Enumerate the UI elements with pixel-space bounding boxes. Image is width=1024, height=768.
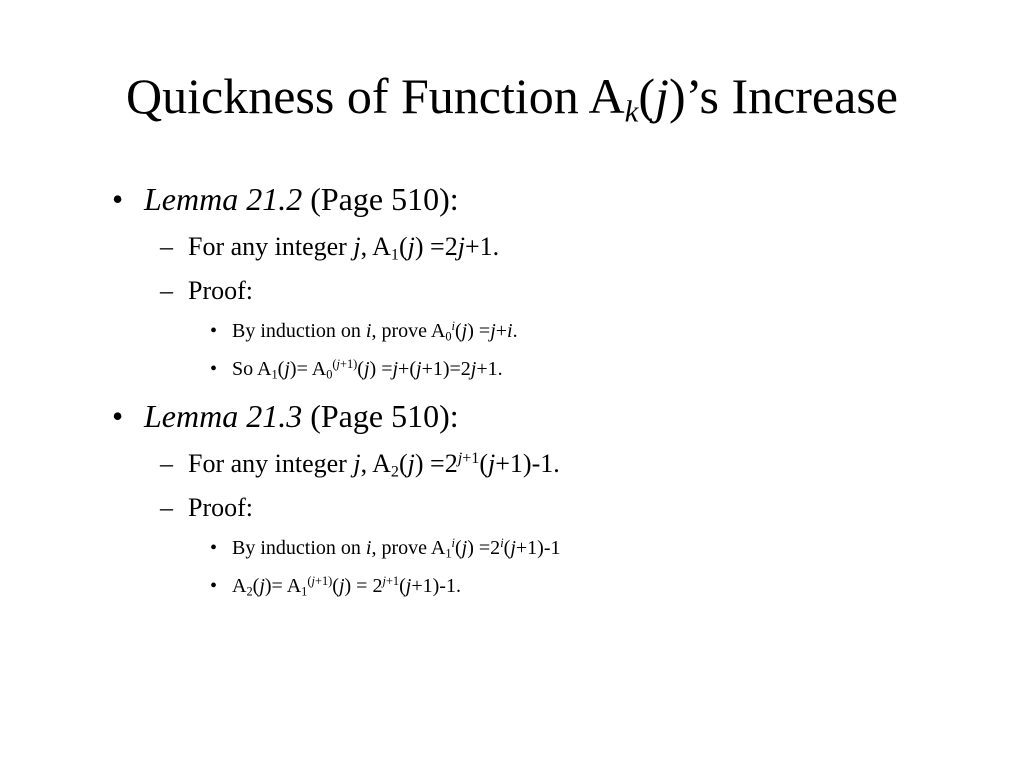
var: j [353, 449, 361, 478]
subscript: 2 [246, 584, 253, 599]
text: By induction on [232, 320, 366, 342]
text: +1. [464, 232, 500, 261]
text: , prove A [371, 537, 446, 559]
subscript: 1 [301, 584, 308, 599]
var: i [365, 537, 372, 559]
lemma-21-3-statement [160, 448, 560, 480]
text: . [512, 320, 518, 342]
text: )= A [264, 575, 302, 597]
text: ( [479, 449, 489, 478]
dash-marker: – [160, 449, 173, 478]
lemma-21-2-proof-step-1 [210, 318, 518, 344]
superscript: i [451, 536, 455, 551]
var: j [470, 358, 477, 380]
title-open-paren: ( [638, 68, 656, 124]
lemma-page: (Page 510): [302, 181, 459, 217]
lemma-name: Lemma 21.3 [144, 398, 303, 434]
text: ) = 2 [344, 575, 383, 597]
text: + [495, 320, 508, 342]
text: ( [455, 537, 462, 559]
superscript: ( [332, 357, 337, 372]
subscript: 2 [390, 463, 399, 481]
title-rest: )’s Increase [668, 68, 898, 124]
text: ( [398, 232, 408, 261]
var: i [507, 320, 513, 342]
text: , A [360, 449, 391, 478]
text: ) =2 [414, 232, 458, 261]
dash-marker: – [160, 232, 173, 261]
dash-marker: – [160, 493, 173, 522]
text: +( [398, 358, 416, 380]
superscript-var: j [457, 450, 463, 468]
lemma-name: Lemma 21.2 [144, 181, 303, 217]
bullet-lemma-21-3 [112, 397, 459, 435]
superscript: +1 [462, 450, 480, 468]
var: j [488, 449, 496, 478]
text: +1)-1. [411, 575, 461, 597]
text: So A [232, 358, 272, 380]
lemma-page: (Page 510): [302, 398, 459, 434]
superscript: +1) [314, 574, 333, 589]
bullet-marker: • [112, 181, 124, 217]
superscript: +1 [385, 574, 400, 589]
text: ( [252, 575, 260, 597]
var: j [461, 537, 468, 559]
lemma-21-3-proof-step-2 [210, 573, 461, 599]
text: ) = [467, 320, 491, 342]
title-text: Quickness of Function A [126, 68, 625, 124]
text: ) =2 [467, 537, 501, 559]
text: ( [332, 575, 339, 597]
var: j [490, 320, 496, 342]
dash-marker: – [160, 276, 173, 305]
superscript: i [451, 319, 455, 334]
superscript-var: j [336, 357, 340, 372]
subscript: 0 [445, 329, 452, 344]
subscript: 0 [326, 367, 333, 382]
lemma-21-2-statement [160, 231, 499, 263]
text: ) = [369, 358, 393, 380]
var: j [407, 449, 415, 478]
bullet-marker: • [112, 398, 124, 434]
proof-label: Proof: [188, 276, 253, 305]
subscript: 1 [271, 367, 278, 382]
bullet-marker: • [210, 358, 218, 380]
text: +1)-1 [515, 537, 561, 559]
text: +1. [476, 358, 503, 380]
bullet-marker: • [210, 575, 218, 597]
text: +1)-1. [495, 449, 560, 478]
text: )= A [289, 358, 327, 380]
var: j [461, 320, 468, 342]
superscript: i [500, 536, 504, 551]
var: j [363, 358, 370, 380]
superscript: ( [307, 574, 312, 589]
lemma-21-2-proof-label [160, 275, 253, 307]
bullet-marker: • [210, 537, 218, 559]
bullet-marker: • [210, 320, 218, 342]
subscript: 1 [390, 246, 399, 264]
superscript-var: j [311, 574, 315, 589]
text: , A [360, 232, 391, 261]
subscript: 1 [445, 546, 452, 561]
var: j [457, 232, 465, 261]
text: ( [398, 449, 408, 478]
text: , prove A [371, 320, 446, 342]
var: j [416, 358, 422, 380]
var: j [510, 537, 516, 559]
text: ) =2 [414, 449, 458, 478]
superscript: +1) [339, 357, 358, 372]
text: ( [277, 358, 285, 380]
text: A [232, 575, 247, 597]
text: ( [399, 575, 406, 597]
proof-label: Proof: [188, 493, 253, 522]
var: j [353, 232, 361, 261]
var: j [259, 575, 265, 597]
title-subscript: k [624, 93, 639, 129]
text: For any integer [188, 449, 354, 478]
text: +1)=2 [421, 358, 471, 380]
lemma-21-3-proof-step-1 [210, 535, 560, 561]
text: ( [357, 358, 364, 380]
var: j [407, 232, 415, 261]
title-variable: j [655, 68, 669, 124]
text: ( [503, 537, 511, 559]
var: j [392, 358, 399, 380]
lemma-21-3-proof-label [160, 492, 253, 524]
lemma-21-2-proof-step-2 [210, 356, 503, 382]
var: j [338, 575, 345, 597]
text: ( [455, 320, 462, 342]
text: For any integer [188, 232, 354, 261]
var: i [365, 320, 372, 342]
slide-title [0, 66, 1024, 129]
text: By induction on [232, 537, 366, 559]
bullet-lemma-21-2 [112, 180, 459, 218]
var: j [284, 358, 290, 380]
superscript-var: j [382, 574, 386, 589]
var: j [405, 575, 412, 597]
